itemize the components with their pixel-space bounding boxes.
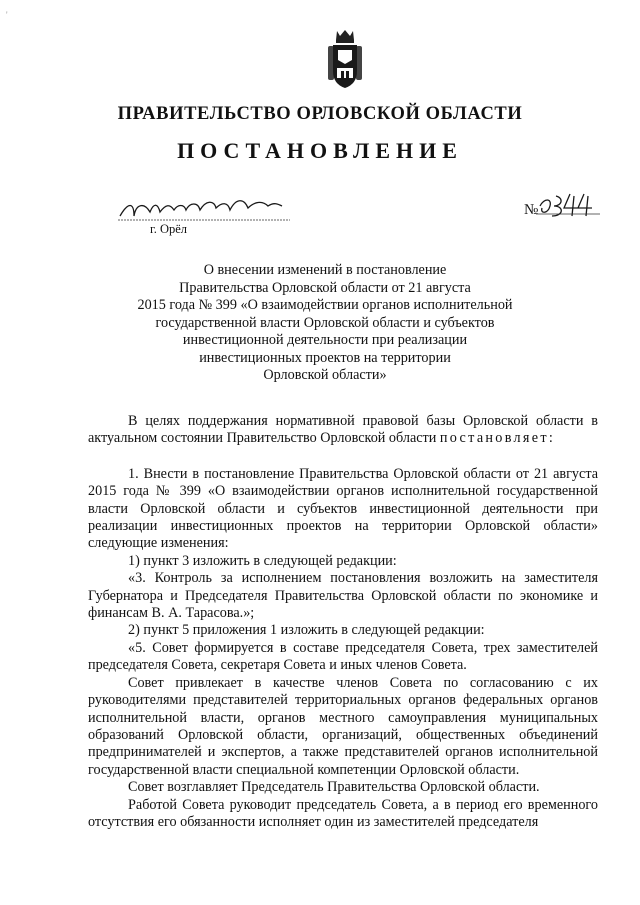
clause-1-1: 1) пункт 3 изложить в следующей редакции:: [128, 552, 397, 569]
subject-line: государственной власти Орловской области и субъектов: [155, 314, 495, 331]
subject-line: Правительства Орловской области от 21 августа: [179, 279, 471, 296]
subject-line: инвестиционной деятельности при реализации: [182, 332, 468, 348]
clause-1: 1. Внести в постановление Правительства Орловской области от 21 августа 2015 года № 399 «О взаимодействии органов исполнительной государственной власти Орловской области и субъектов инвестиционной деятельности при реализации инвестиционных проектов на территории Орловской области» следующие изменения:: [88, 465, 598, 552]
preamble-text: В целях поддержания нормативной правовой базы Орловской области в актуальном состоянии Правительство Орловской области: [88, 413, 598, 447]
document-type: ПОСТАНОВЛЕНИЕ: [177, 138, 463, 163]
subject-line: Орловской области»: [263, 367, 387, 383]
subject-line: О внесении изменений в постановление: [203, 262, 447, 278]
handwritten-date: [118, 196, 293, 224]
clause-1-2: 2) пункт 5 приложения 1 изложить в следующей редакции:: [128, 622, 485, 639]
council-work-paragraph: Работой Совета руководит председатель Совета, а в период его временного отсутствия его обязанности исполняет один из заместителей председателя: [88, 796, 598, 830]
subject-line: 2015 года № 399 «О взаимодействии органов исполнительной: [137, 297, 513, 313]
clause-1-1-text: «3. Контроль за исполнением постановления возложить на заместителя Губернатора и Председателя Правительства Орловской области по экономике и финансам В. А. Тарасова.»;: [88, 570, 598, 622]
preamble-paragraph: [88, 413, 598, 448]
subject-line: инвестиционных проектов на территории: [199, 349, 451, 366]
city-label: г. Орёл: [150, 222, 188, 236]
resolves-word: постановляет:: [439, 430, 556, 447]
clause-1-2-text: «5. Совет формируется в составе председателя Совета, трех заместителей председателя Совета, секретаря Совета и иных членов Совета.: [88, 639, 598, 674]
council-members-paragraph: Совет привлекает в качестве членов Совета по согласованию с их руководителями представителей территориальных органов федеральных органов исполнительной власти, органов местного самоуправления муниципальных образований Орловской области, организаций, общественных объединений предпринимателей и экспертов, а также представителей органов исполнительной государственной власти специальной компетенции Орловской области.: [88, 674, 598, 778]
document-body: [88, 413, 598, 831]
corner-mark: ': [6, 10, 8, 20]
coat-of-arms-icon: [322, 28, 368, 90]
government-title: ПРАВИТЕЛЬСТВО ОРЛОВСКОЙ ОБЛАСТИ: [117, 104, 523, 124]
number-label: №: [524, 202, 539, 218]
handwritten-number: [536, 190, 602, 218]
document-subject: [110, 262, 540, 385]
council-head-paragraph: Совет возглавляет Председатель Правительства Орловской области.: [128, 779, 540, 796]
